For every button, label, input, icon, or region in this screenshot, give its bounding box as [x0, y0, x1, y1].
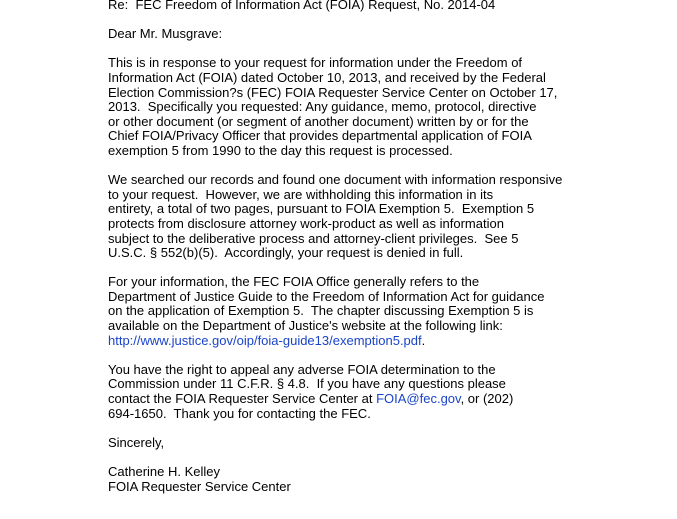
paragraph-line: Commission under 11 C.F.R. § 4.8. If you have any questions please: [108, 376, 506, 392]
paragraph-line: 694-1650. Thank you for contacting the FEC.: [108, 405, 371, 421]
closing: [108, 436, 668, 451]
paragraph-line: protects from disclosure attorney work-product as well as information: [108, 215, 504, 231]
subject-line: [108, 0, 668, 13]
paragraph-line: You have the right to appeal any adverse FOIA determination to the: [108, 361, 496, 377]
paragraph-line: Election Commission?s (FEC) FOIA Requester Service Center on October 17,: [108, 84, 558, 100]
signature-block: [108, 465, 668, 494]
contact-prefix: contact the FOIA Requester Service Center at: [108, 391, 377, 407]
paragraph-line: Department of Justice Guide to the Freedom of Information Act for guidance: [108, 288, 545, 304]
paragraph-request-summary: [108, 56, 668, 158]
paragraph-line-email: [108, 392, 668, 407]
paragraph-line: or other document (or segment of another document) written by or for the: [108, 113, 529, 129]
doj-guide-link[interactable]: http://www.justice.gov/oip/foia-guide13/exemption5.pdf: [108, 332, 422, 348]
subject-text: Re: FEC Freedom of Information Act (FOIA) Request, No. 2014-04: [108, 0, 496, 12]
salutation-text: Dear Mr. Musgrave:: [108, 26, 223, 42]
paragraph-appeal: [108, 363, 668, 421]
foia-email-link[interactable]: FOIA@fec.gov: [376, 391, 461, 407]
paragraph-line: on the application of Exemption 5. The chapter discussing Exemption 5 is: [108, 303, 534, 319]
paragraph-line: Chief FOIA/Privacy Officer that provides departmental application of FOIA: [108, 128, 532, 144]
salutation: [108, 27, 668, 42]
paragraph-line: available on the Department of Justice's website at the following link:: [108, 318, 503, 334]
contact-suffix: , or (202): [460, 391, 514, 407]
signer-title: FOIA Requester Service Center: [108, 478, 291, 494]
signer-name: Catherine H. Kelley: [108, 464, 220, 479]
paragraph-line: Information Act (FOIA) dated October 10, 2013, and received by the Federal: [108, 69, 546, 85]
paragraph-line: 2013. Specifically you requested: Any guidance, memo, protocol, directive: [108, 99, 537, 115]
paragraph-line: We searched our records and found one document with information responsive: [108, 172, 563, 188]
paragraph-line: exemption 5 from 1990 to the day this request is processed.: [108, 142, 453, 158]
closing-text: Sincerely,: [108, 434, 165, 450]
letter-body: [108, 0, 668, 494]
paragraph-line: subject to the deliberative process and attorney-client privileges. See 5: [108, 230, 519, 246]
link-suffix: .: [421, 332, 426, 348]
paragraph-line: to your request. However, we are withholding this information in its: [108, 186, 494, 202]
paragraph-guidance: [108, 275, 668, 348]
paragraph-line: U.S.C. § 552(b)(5). Accordingly, your request is denied in full.: [108, 245, 464, 261]
paragraph-line: entirety, a total of two pages, pursuant to FOIA Exemption 5. Exemption 5: [108, 201, 535, 217]
paragraph-line-link: [108, 334, 668, 349]
paragraph-determination: [108, 173, 668, 261]
paragraph-line: This is in response to your request for information under the Freedom of: [108, 55, 523, 71]
paragraph-line: For your information, the FEC FOIA Office generally refers to the: [108, 274, 480, 290]
